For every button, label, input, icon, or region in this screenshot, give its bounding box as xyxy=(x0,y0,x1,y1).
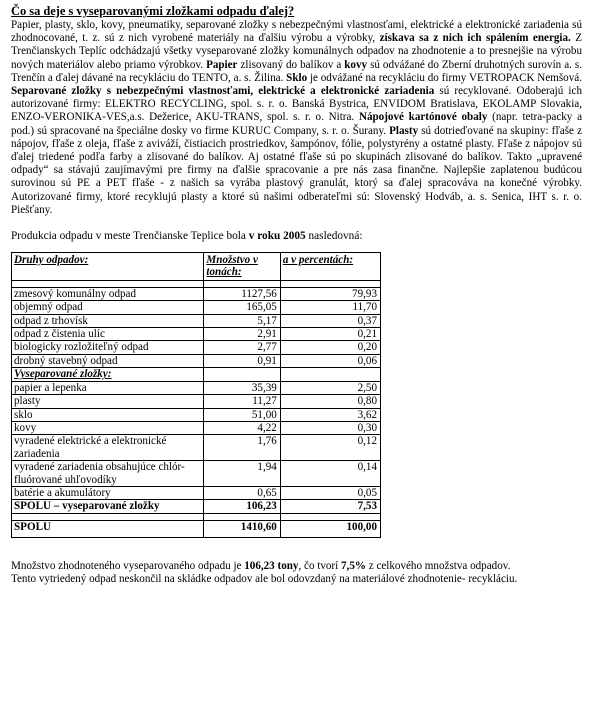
cell-tons: 1,94 xyxy=(204,461,280,487)
cell-percent: 3,62 xyxy=(280,408,380,421)
paragraph-text: sú dotrieďované na skupiny: fľaše z nápojov, fľaše z oleja, fľaše z aviváží, čistiacich prostriedkov, šampónov, fólie, polystyrény a ostatné plasty. Fľaše z nápojov sú ďalej triedené podľa farby a zlisované do balíkov. Aj ostatné fľaše sú po skupinách zlisované do balíkov. Takto „upravené odpady“ sa stávajú zaujímavými pre firmy na ďalšie spracovanie a pre nás zasa finančne. Najlepšie zaplatenou budúcou surovinou sú PE a PET fľaše - z našich sa vyrába plastový granulát, ktorý sa ďalej spracováva na konečné výrobky. Autorizované firmy, ktoré recyklujú plasty a ktoré sú našimi odberateľmi sú: Slovenský Hodváb, a. s. Senica, IHT s. r. o. Piešťany. xyxy=(11,124,582,216)
cell-tons: 51,00 xyxy=(204,408,280,421)
bold-text: Papier xyxy=(206,58,238,71)
table-row xyxy=(12,341,381,354)
table-row xyxy=(12,461,381,487)
cell-tons: 35,39 xyxy=(204,381,280,394)
cell-tons: 11,27 xyxy=(204,395,280,408)
cell-label: zmesový komunálny odpad xyxy=(12,287,204,300)
table-row xyxy=(12,354,381,367)
header-tons: Množstvo v tonách: xyxy=(204,253,280,281)
cell-percent: 0,21 xyxy=(280,328,380,341)
cell-tons: 0,91 xyxy=(204,354,280,367)
subtotal-label-a: SPOLU xyxy=(14,500,51,513)
production-intro xyxy=(11,229,582,243)
table-row xyxy=(12,301,381,314)
table-row xyxy=(12,381,381,394)
cell-tons: 165,05 xyxy=(204,301,280,314)
cell-percent: 11,70 xyxy=(280,301,380,314)
footer-text: z celkového množstva odpadov. xyxy=(365,559,511,572)
bold-text: Separované zložky s nebezpečnými vlastnosťami, elektrické a elektronické zariadenia xyxy=(11,85,435,98)
recycling-paragraph xyxy=(11,19,582,217)
subtotal-percent: 7,53 xyxy=(280,500,380,513)
subtotal-label xyxy=(12,500,204,513)
cell-percent: 0,06 xyxy=(280,354,380,367)
cell-tons: 1127,56 xyxy=(204,287,280,300)
cell-percent: 0,20 xyxy=(280,341,380,354)
cell-percent: 0,37 xyxy=(280,314,380,327)
cell-tons: 4,22 xyxy=(204,421,280,434)
bold-text: Nápojové kartónové obaly xyxy=(358,111,488,124)
cell-label: odpad z trhovísk xyxy=(12,314,204,327)
cell-label: drobný stavebný odpad xyxy=(12,354,204,367)
cell-percent: 0,30 xyxy=(280,421,380,434)
cell-tons: 5,17 xyxy=(204,314,280,327)
cell-label: vyradené elektrické a elektronické zariadenia xyxy=(12,435,204,461)
waste-table xyxy=(11,252,381,538)
total-label: SPOLU xyxy=(12,520,204,537)
footer-summary xyxy=(11,560,582,573)
cell-label: kovy xyxy=(12,421,204,434)
header-types: Druhy odpadov: xyxy=(12,253,204,281)
bold-text: Plasty xyxy=(389,124,419,137)
cell-percent: 79,93 xyxy=(280,287,380,300)
table-row xyxy=(12,421,381,434)
cell-label: odpad z čistenia ulíc xyxy=(12,328,204,341)
cell-label: biologicky rozložiteľný odpad xyxy=(12,341,204,354)
cell-label: vyradené zariadenia obsahujúce chlór-fluórované uhľovodíky xyxy=(12,461,204,487)
cell-label: sklo xyxy=(12,408,204,421)
cell-percent: 0,05 xyxy=(280,486,380,499)
total-row xyxy=(12,520,381,537)
footer-percent: 7,5% xyxy=(341,559,366,572)
table-row xyxy=(12,314,381,327)
section-title: Čo sa deje s vyseparovanými zložkami odpadu ďalej? xyxy=(11,4,295,18)
total-tons: 1410,60 xyxy=(204,520,280,537)
paragraph-text: zlisovaný do balíkov a xyxy=(237,58,345,71)
paragraph-text: sú recyklované. Odoberajú ich autorizované firmy: ELEKTRO RECYCLING, spol. s. r. o. Banská Bystrica, ENVIDOM Bratislava, EKOLAMP Slovakia, ENZO-VERONIKA-VES,a.s. Dežerice, AKU-TRANS, spol. s. r. o. Nitra. xyxy=(11,85,582,124)
spacer-row xyxy=(12,280,381,287)
total-percent: 100,00 xyxy=(280,520,380,537)
section-row xyxy=(12,368,381,381)
subtotal-tons: 106,23 xyxy=(204,500,280,513)
paragraph-text: sú odvážané do Zberní druhotných surovín a. s. Trenčín a ďalej dávané na recykláciu do TENTO, a. s. Žilina. xyxy=(11,58,582,84)
intro-year: v roku 2005 xyxy=(248,230,306,243)
waste-rows xyxy=(12,287,381,367)
table-row xyxy=(12,435,381,461)
bold-text: Sklo xyxy=(286,71,308,84)
paragraph-text: je odvážané na recykláciu do firmy VETROPACK Nemšová. xyxy=(307,71,582,84)
header-percent: a v percentách: xyxy=(280,253,380,281)
table-header-row xyxy=(12,253,381,281)
subtotal-label-b: – vyseparované zložky xyxy=(51,500,160,513)
table-row xyxy=(12,287,381,300)
intro-text: Produkcia odpadu v meste Trenčianske Teplice bola xyxy=(11,230,249,243)
cell-label: plasty xyxy=(12,395,204,408)
intro-text-end: nasledovná: xyxy=(305,230,363,243)
paragraph-text: Z Trenčianskych Teplíc odchádzajú všetky vyseparované zložky komunálnych odpadov na zhodnotenie a to presnejšie na výrobu nových materiálov alebo priamo výrobkov. xyxy=(11,32,582,71)
separated-rows xyxy=(12,381,381,500)
table-row xyxy=(12,486,381,499)
cell-tons: 2,91 xyxy=(204,328,280,341)
footer-tons: 106,23 tony xyxy=(244,559,299,572)
cell-percent: 0,80 xyxy=(280,395,380,408)
cell-tons: 2,77 xyxy=(204,341,280,354)
cell-tons: 0,65 xyxy=(204,486,280,499)
document-page xyxy=(11,4,582,586)
table-row xyxy=(12,408,381,421)
cell-label: batérie a akumulátory xyxy=(12,486,204,499)
cell-label: papier a lepenka xyxy=(12,381,204,394)
section-label: Vyseparované zložky: xyxy=(12,368,204,381)
paragraph-text: (napr. tetra-packy a pod.) sú spracované na špeciálne dosky vo firme KURUC Company, s. r. o. Šurany. xyxy=(11,111,583,137)
subtotal-row xyxy=(12,500,381,513)
cell-percent: 0,12 xyxy=(280,435,380,461)
cell-label: objemný odpad xyxy=(12,301,204,314)
table-row xyxy=(12,328,381,341)
cell-percent: 2,50 xyxy=(280,381,380,394)
table-row xyxy=(12,395,381,408)
footer-text: Množstvo zhodnoteného vyseparovaného odpadu je xyxy=(11,559,245,572)
bold-text: získava sa z nich ich spálením energia. xyxy=(379,32,571,45)
bold-text: kovy xyxy=(344,58,368,71)
paragraph-text: Papier, plasty, sklo, kovy, pneumatiky, separované zložky s nebezpečnými vlastnosťami, elektrické a elektronické zariadenia sú zhodnocované, t. z. sú z nich vyrobené materiály na ďalšiu výrobu a výrobky, xyxy=(11,19,582,45)
footer-note: Tento vytriedený odpad neskončil na skládke odpadov ale bol odovzdaný na materiálové zhodnotenie- recykláciu. xyxy=(11,572,518,585)
spacer-row xyxy=(12,513,381,520)
cell-percent: 0,14 xyxy=(280,461,380,487)
footer-text: , čo tvorí xyxy=(298,559,341,572)
cell-tons: 1,76 xyxy=(204,435,280,461)
